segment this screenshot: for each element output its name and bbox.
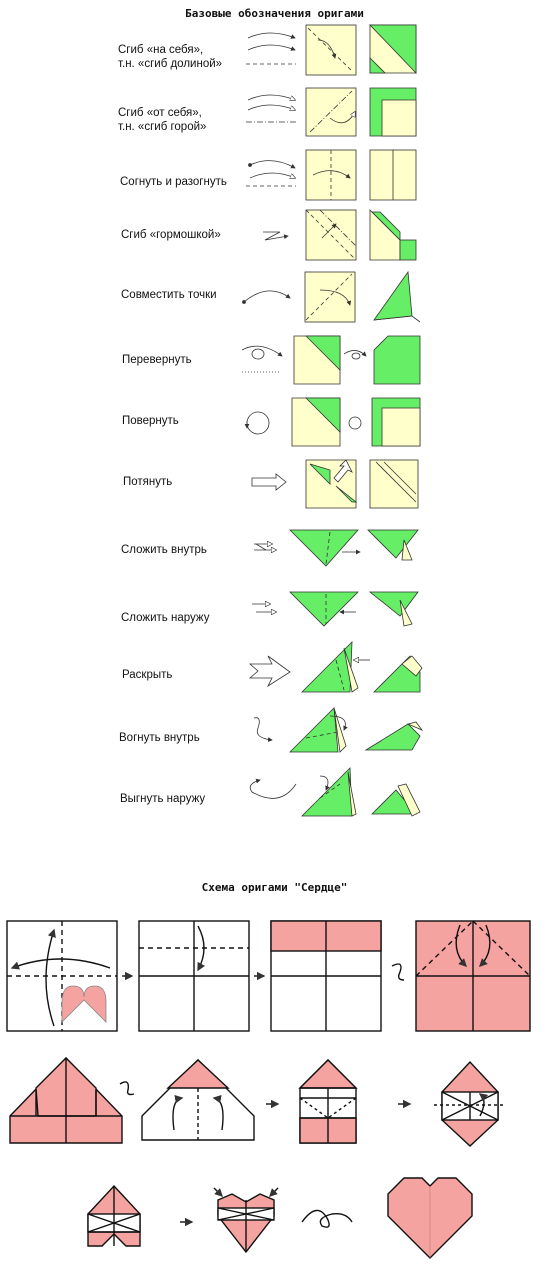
heart-step-6	[142, 1060, 254, 1140]
scheme-title: Схема оригами "Сердце"	[201, 881, 348, 894]
inside-reverse-result	[368, 530, 418, 560]
label-fold-unfold: Согнуть и разогнуть	[120, 176, 227, 188]
label-turn-over: Перевернуть	[122, 354, 192, 366]
mountain-fold-symbol	[246, 95, 296, 122]
label-pull: Потянуть	[123, 476, 173, 488]
heart-final	[388, 1178, 472, 1258]
heart-step-7	[300, 1060, 356, 1143]
legend-title: Базовые обозначения оригами	[185, 7, 364, 20]
label-squash: Раскрыть	[122, 669, 173, 681]
sink-out-shape	[302, 768, 356, 816]
heart-step-3	[271, 921, 381, 1031]
turn-over-symbol-small	[344, 350, 366, 359]
turn-over-mark-2	[120, 1082, 134, 1095]
pull-square	[306, 460, 356, 508]
outside-reverse-triangle	[290, 592, 358, 626]
heart-step-8	[434, 1062, 506, 1146]
squash-symbol	[250, 656, 290, 686]
turn-over-mark-1	[392, 964, 404, 980]
outside-reverse-result	[370, 592, 418, 626]
pull-result	[370, 460, 418, 508]
valley-fold-square	[306, 25, 356, 75]
label-rotate: Повернуть	[122, 415, 179, 427]
mountain-fold-square	[306, 88, 356, 136]
pleat-fold-symbol	[263, 232, 288, 240]
match-points-symbol	[243, 291, 291, 304]
sink-in-symbol	[254, 718, 272, 740]
rotate-square	[292, 398, 340, 446]
label-match-points: Совместить точки	[121, 289, 217, 301]
fold-unfold-symbol	[246, 161, 296, 186]
sink-out-symbol	[250, 780, 296, 798]
turn-over-mark-3	[302, 1210, 352, 1227]
sink-in-shape	[290, 708, 346, 752]
turn-over-result	[374, 336, 420, 384]
fold-unfold-result	[370, 150, 416, 200]
mountain-fold-result	[370, 88, 416, 136]
sink-in-result	[366, 722, 422, 750]
turn-over-symbol	[242, 346, 282, 372]
label-outside-reverse: Сложить наружу	[121, 612, 210, 624]
rotate-symbol-small	[349, 417, 361, 429]
heart-step-1	[7, 921, 117, 1031]
match-points-square	[305, 272, 355, 322]
valley-fold-result	[370, 25, 416, 73]
squash-shape	[302, 642, 370, 692]
pull-symbol	[252, 474, 286, 490]
match-points-result	[374, 272, 420, 322]
turn-over-square	[294, 336, 340, 384]
label-mountain-fold: Сгиб «от себя», т.н. «сгиб горой»	[118, 107, 207, 133]
label-sink-in: Вогнуть внутрь	[119, 732, 200, 744]
heart-step-9	[88, 1186, 140, 1246]
pleat-fold-square	[306, 210, 356, 260]
label-sink-out: Выгнуть наружу	[120, 793, 206, 805]
heart-step-10	[214, 1188, 278, 1252]
outside-reverse-symbol	[252, 604, 276, 612]
valley-fold-symbol	[246, 33, 296, 64]
inside-reverse-symbol	[254, 544, 276, 550]
rotate-result	[372, 398, 420, 446]
heart-step-4	[416, 921, 530, 1031]
sink-out-result	[372, 784, 420, 816]
label-valley-fold: Сгиб «на себя», т.н. «сгиб долиной»	[118, 44, 223, 70]
heart-step-2	[139, 921, 249, 1031]
pleat-fold-result	[370, 210, 416, 260]
squash-result	[374, 656, 422, 692]
label-pleat-fold: Сгиб «гормошкой»	[121, 229, 221, 241]
heart-step-5	[10, 1058, 122, 1143]
label-inside-reverse: Сложить внутрь	[121, 544, 207, 556]
inside-reverse-triangle	[290, 530, 360, 566]
fold-unfold-square	[306, 150, 356, 200]
rotate-symbol	[247, 412, 269, 434]
